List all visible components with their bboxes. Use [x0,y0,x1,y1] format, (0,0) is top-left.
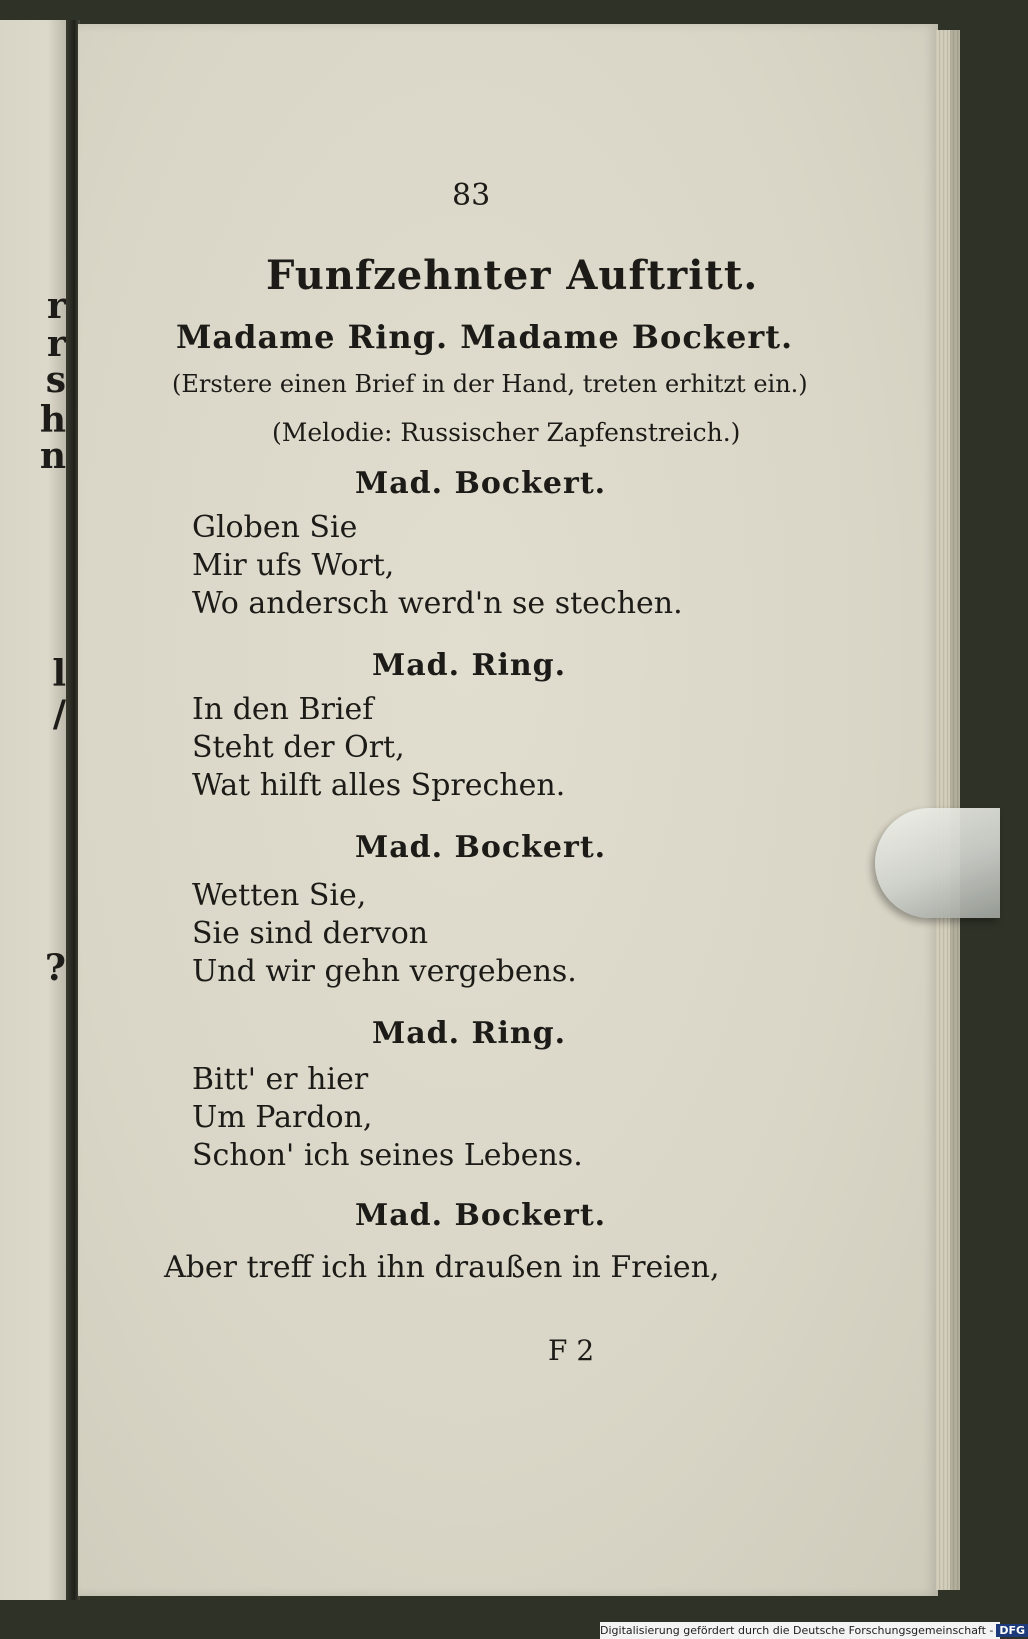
verse-line: Sie sind dervon [192,916,429,951]
left-page-fragment: r [47,323,66,365]
verse-line: Aber treff ich ihn draußen in Freien, [164,1250,720,1285]
verse-line: Mir ufs Wort, [192,548,395,583]
left-page-fragment: l [52,653,66,695]
character-list: Madame Ring. Madame Bockert. [176,318,794,356]
verse-line: Wetten Sie, [192,878,367,913]
left-page-fragment: n [39,435,66,477]
speaker-name: Mad. Bockert. [355,466,607,501]
left-page [0,20,68,1600]
speaker-name: Mad. Ring. [372,648,567,683]
verse-line: Wat hilft alles Sprechen. [192,768,566,803]
speaker-name: Mad. Bockert. [355,830,607,865]
left-page-fragment: r [47,285,66,327]
stage-direction: (Erstere einen Brief in der Hand, treten erhitzt ein.) [172,370,808,398]
verse-line: Und wir gehn vergebens. [192,954,577,989]
verse-line: In den Brief [192,692,374,727]
footer-text: Digitalisierung gefördert durch die Deutsche Forschungsgemeinschaft - [600,1624,994,1637]
left-page-fragment: / [52,693,66,735]
page-clip [875,808,1000,918]
melody-note: (Melodie: Russischer Zapfenstreich.) [272,418,741,447]
digitization-footer [600,1622,1026,1639]
left-page-fragment: h [39,399,66,441]
scene-title: Funfzehnter Auftritt. [266,252,759,299]
verse-line: Globen Sie [192,510,358,545]
left-page-fragment: ? [44,947,66,989]
speaker-name: Mad. Bockert. [355,1198,607,1233]
printer-signature: F 2 [548,1334,595,1367]
page-number: 83 [452,178,491,213]
dfg-logo: DFG [996,1624,1028,1637]
verse-line: Wo andersch werd'n se stechen. [192,586,683,621]
verse-line: Schon' ich seines Lebens. [192,1138,583,1173]
verse-line: Bitt' er hier [192,1062,369,1097]
left-page-fragment: s [45,359,66,401]
speaker-name: Mad. Ring. [372,1016,567,1051]
verse-line: Steht der Ort, [192,730,405,765]
verse-line: Um Pardon, [192,1100,373,1135]
